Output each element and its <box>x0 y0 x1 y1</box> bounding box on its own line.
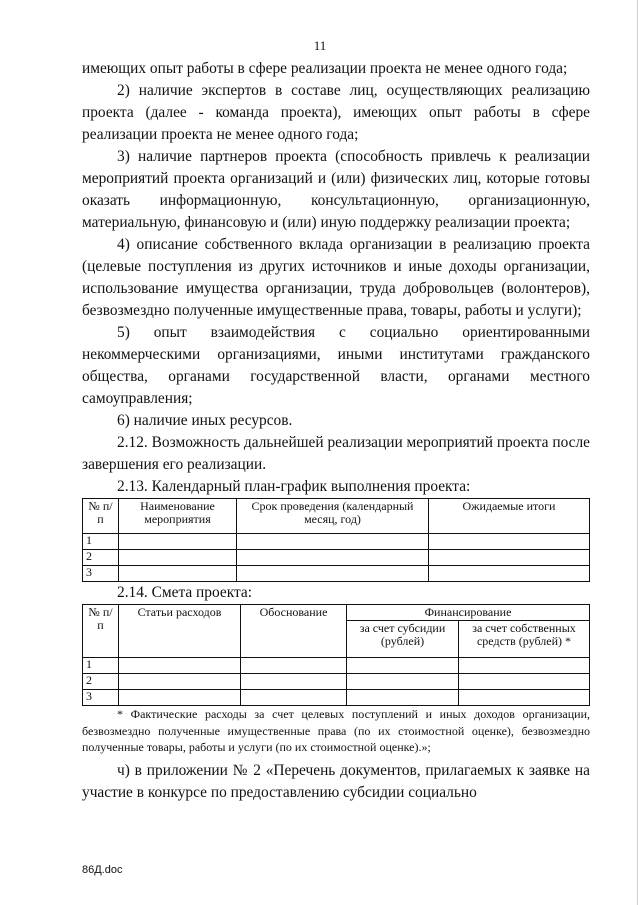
table-row <box>83 658 590 674</box>
paragraph: 5) опыт взаимодействия с социально ориентированными некоммерческими организациями, иными институтами гражданского общества, органами государственной власти, органами местного самоуправления; <box>82 324 590 407</box>
table-header-row <box>83 605 590 621</box>
footnote: * Фактические расходы за счет целевых поступлений и иных доходов организации, безвозмездно полученные имущественные права (по их стоимостной оценке), безвозмездно полученные товары, работы и услуги (по их стоимостной оценке).»; <box>82 707 590 754</box>
paragraph: 4) описание собственного вклада организации в реализацию проекта (целевые поступления из других источников и иные доходы организации, использование имущества организации, труда добровольцев (волонтеров), безвозмездно полученные имущественные права, товары, работы и услуги); <box>82 236 590 319</box>
column-header: № п/п <box>83 605 119 658</box>
table-cell <box>429 534 590 550</box>
file-name: 86Д.doc <box>82 864 123 876</box>
table-cell <box>119 658 241 674</box>
table-cell <box>237 534 429 550</box>
table-row <box>83 566 590 582</box>
table-row <box>83 690 590 706</box>
table-cell <box>429 550 590 566</box>
document-body <box>82 58 590 804</box>
table-cell <box>459 690 590 706</box>
column-header: Срок проведения (календарный месяц, год) <box>237 499 429 534</box>
paragraph: 2) наличие экспертов в составе лиц, осуществляющих реализацию проекта (далее - команда проекта), имеющих опыт работы в сфере реализации проекта не менее одного года; <box>82 82 590 143</box>
row-number: 3 <box>83 566 119 582</box>
column-header: Финансирование <box>347 605 590 621</box>
page-number: 11 <box>313 38 327 53</box>
table-row <box>83 550 590 566</box>
table-cell <box>347 674 459 690</box>
table-cell <box>119 550 237 566</box>
table-cell <box>347 658 459 674</box>
paragraph: имеющих опыт работы в сфере реализации проекта не менее одного года; <box>82 60 568 77</box>
budget-table <box>82 604 590 706</box>
table-cell <box>119 674 241 690</box>
calendar-table <box>82 498 590 582</box>
paragraph: 3) наличие партнеров проекта (способность привлечь к реализации мероприятий проекта организаций и (или) физических лиц, которые готовы оказать информационную, консультационную, организационную, материальную, финансовую и (или) иную поддержку реализации проекта; <box>82 148 590 231</box>
paragraph: 6) наличие иных ресурсов. <box>117 412 293 429</box>
budget-caption: 2.14. Смета проекта: <box>117 584 252 601</box>
table-cell <box>237 550 429 566</box>
table-cell <box>119 690 241 706</box>
table-cell <box>241 690 347 706</box>
column-header: Наименование мероприятия <box>119 499 237 534</box>
table-row <box>83 534 590 550</box>
table-cell <box>237 566 429 582</box>
calendar-caption: 2.13. Календарный план-график выполнения проекта: <box>117 478 471 495</box>
table-cell <box>119 566 237 582</box>
row-number: 2 <box>83 550 119 566</box>
row-number: 1 <box>83 658 119 674</box>
column-header: Статьи расходов <box>119 605 241 658</box>
column-header: за счет собственных средств (рублей) * <box>459 621 590 658</box>
column-header: № п/п <box>83 499 119 534</box>
table-cell <box>459 674 590 690</box>
paragraph: 2.12. Возможность дальнейшей реализации мероприятий проекта после завершения его реализации. <box>82 434 590 473</box>
row-number: 2 <box>83 674 119 690</box>
table-cell <box>241 674 347 690</box>
column-header: Обоснование <box>241 605 347 658</box>
table-row <box>83 674 590 690</box>
paragraph: ч) в приложении № 2 «Перечень документов, прилагаемых к заявке на участие в конкурсе по предоставлению субсидии социально <box>82 761 590 801</box>
table-cell <box>119 534 237 550</box>
row-number: 1 <box>83 534 119 550</box>
row-number: 3 <box>83 690 119 706</box>
table-cell <box>459 658 590 674</box>
table-cell <box>347 690 459 706</box>
column-header: Ожидаемые итоги <box>429 499 590 534</box>
table-cell <box>429 566 590 582</box>
page-edge <box>637 0 638 905</box>
table-cell <box>241 658 347 674</box>
column-header: за счет субсидии (рублей) <box>347 621 459 658</box>
table-header-row <box>83 499 590 534</box>
